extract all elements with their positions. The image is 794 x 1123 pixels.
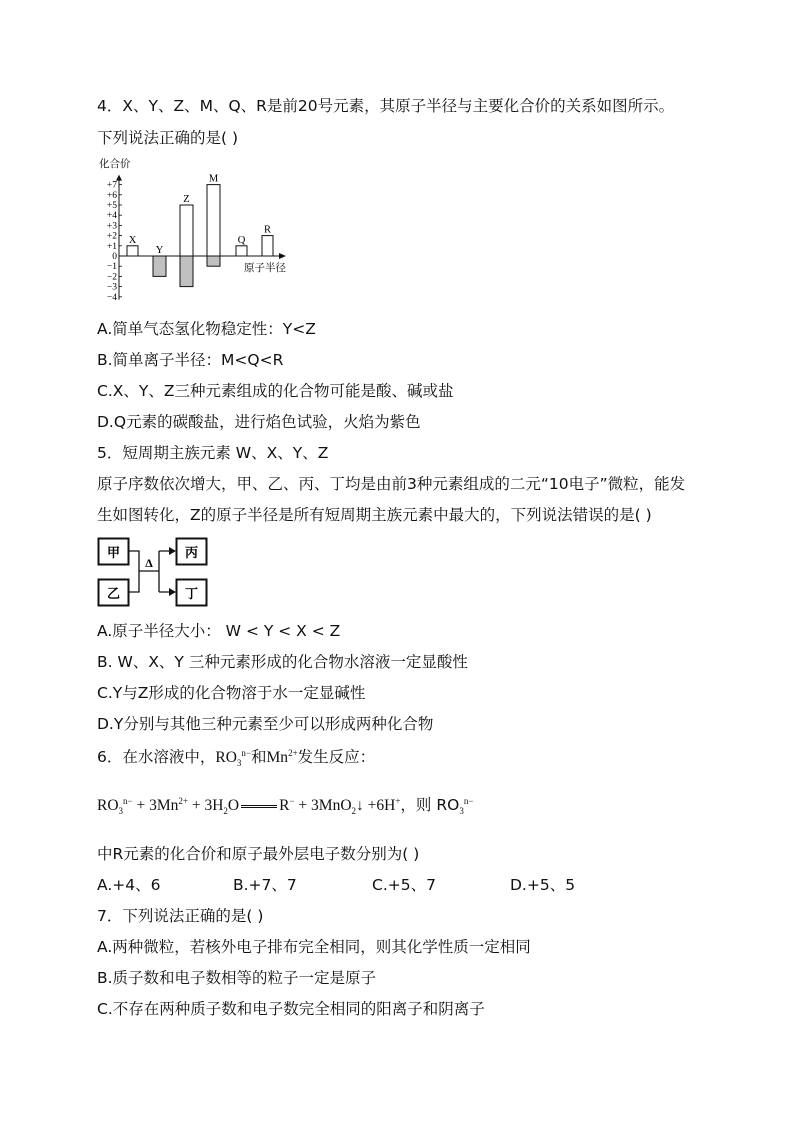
y-tick-label: 0 xyxy=(112,252,117,262)
q6-option-c: C.+5、7 xyxy=(372,876,436,894)
bar-q-positive xyxy=(236,246,247,256)
y-tick-label: +5 xyxy=(106,201,117,211)
q4-option-d: D.Q元素的碳酸盐，进行焰色试验，火焰为紫色 xyxy=(97,413,421,431)
label-yi: 乙 xyxy=(106,586,121,601)
q5-option-d: D.Y分别与其他三种元素至少可以形成两种化合物 xyxy=(97,715,434,733)
label-jia: 甲 xyxy=(106,545,121,560)
q4-option-b: B.简单离子半径：M<Q<R xyxy=(97,351,284,369)
bar-y-negative xyxy=(153,256,166,276)
q7-option-c: C.不存在两种质子数和电子数完全相同的阳离子和阴离子 xyxy=(97,1000,485,1018)
bar-label-y: Y xyxy=(155,245,164,256)
bar-label-r: R xyxy=(263,224,272,236)
bar-label-z: Z xyxy=(183,194,190,205)
arrow-to-ding xyxy=(169,588,176,596)
q5-option-b: B. W、X、Y 三种元素形成的化合物水溶液一定显酸性 xyxy=(97,653,468,671)
q4-stem-line2: 下列说法正确的是( ) xyxy=(97,129,239,147)
bar-z-negative xyxy=(180,256,193,287)
bar-label-m: M xyxy=(208,173,219,185)
bar-label-q: Q xyxy=(237,234,246,246)
y-tick-label: +2 xyxy=(106,231,117,242)
q6-equation: $RO_3^{n-} + 3Mn^{2+} + 3H_2O$ R− + 3MnO$_2$↓ +6H+，则 $RO_3^{n-}$ xyxy=(97,795,474,817)
y-axis-label: 化合价 xyxy=(99,159,131,170)
y-tick-label: +7 xyxy=(106,180,117,191)
bar-x-positive xyxy=(127,246,138,256)
q4-option-c: C.X、Y、Z三种元素组成的化合物可能是酸、碱或盐 xyxy=(97,382,454,400)
q4-stem-line1: 4．X、Y、Z、M、Q、R是前20号元素，其原子半径与主要化合价的关系如图所示。 xyxy=(97,97,675,115)
q5-stem-line2: 原子序数依次增大，甲、乙、丙、丁均是由前3种元素组成的二元“10电子”微粒，能发 xyxy=(97,475,686,493)
q5-option-a: A.原子半径大小： W < Y < X < Z xyxy=(97,622,341,640)
q6-option-a: A.+4、6 xyxy=(97,876,161,894)
y-tick-label: −4 xyxy=(106,292,117,303)
y-tick-label: +6 xyxy=(106,190,117,201)
y-tick-label: +4 xyxy=(106,211,117,222)
q4-valence-chart xyxy=(97,155,297,305)
q7-option-b: B.质子数和电子数相等的粒子一定是原子 xyxy=(97,969,377,987)
ion-ro3: $RO_3^{n-}$ xyxy=(215,747,251,769)
bar-m-negative xyxy=(207,256,220,266)
bar-r-positive xyxy=(262,236,273,256)
ion-mn: $Mn^{2+}$ xyxy=(266,747,298,766)
q5-transformation-diagram xyxy=(97,535,222,610)
q7-stem: 7．下列说法正确的是( ) xyxy=(97,907,264,925)
q6-stem-line3: 中R元素的化合价和原子最外层电子数分别为( ) xyxy=(97,845,420,863)
y-tick-label: −3 xyxy=(106,282,117,293)
x-axis-label: 原子半径 xyxy=(244,263,286,274)
equation-equals-sign xyxy=(241,805,277,808)
y-tick-label: −1 xyxy=(106,262,117,273)
x-axis-arrow xyxy=(279,253,286,259)
y-tick-label: +3 xyxy=(106,221,117,232)
q6-option-d: D.+5、5 xyxy=(510,876,576,894)
q6-stem-line1: 6．在水溶液中，$RO_3^{n-}$和$Mn^{2+}$发生反应： xyxy=(97,747,376,769)
label-bing: 丙 xyxy=(184,545,199,560)
q5-stem-line3: 生如图转化，Z的原子半径是所有短周期主族元素中最大的，下列说法错误的是( ) xyxy=(97,506,652,524)
q7-option-a: A.两种微粒，若核外电子排布完全相同，则其化学性质一定相同 xyxy=(97,938,531,956)
arrow-to-bing xyxy=(169,547,176,555)
y-tick-label: −2 xyxy=(106,272,117,283)
bar-z-positive xyxy=(180,205,193,256)
label-ding: 丁 xyxy=(184,586,199,601)
heat-symbol: Δ xyxy=(145,556,153,570)
q6-option-b: B.+7、7 xyxy=(233,876,297,894)
bar-m-positive xyxy=(207,185,220,256)
q5-stem-line1: 5．短周期主族元素 W、X、Y、Z xyxy=(97,444,329,462)
q4-option-a: A.简单气态氢化物稳定性：Y<Z xyxy=(97,320,316,338)
q5-option-c: C.Y与Z形成的化合物溶于水一定显碱性 xyxy=(97,684,366,702)
bar-label-x: X xyxy=(128,234,137,246)
y-tick-label: +1 xyxy=(106,241,117,252)
